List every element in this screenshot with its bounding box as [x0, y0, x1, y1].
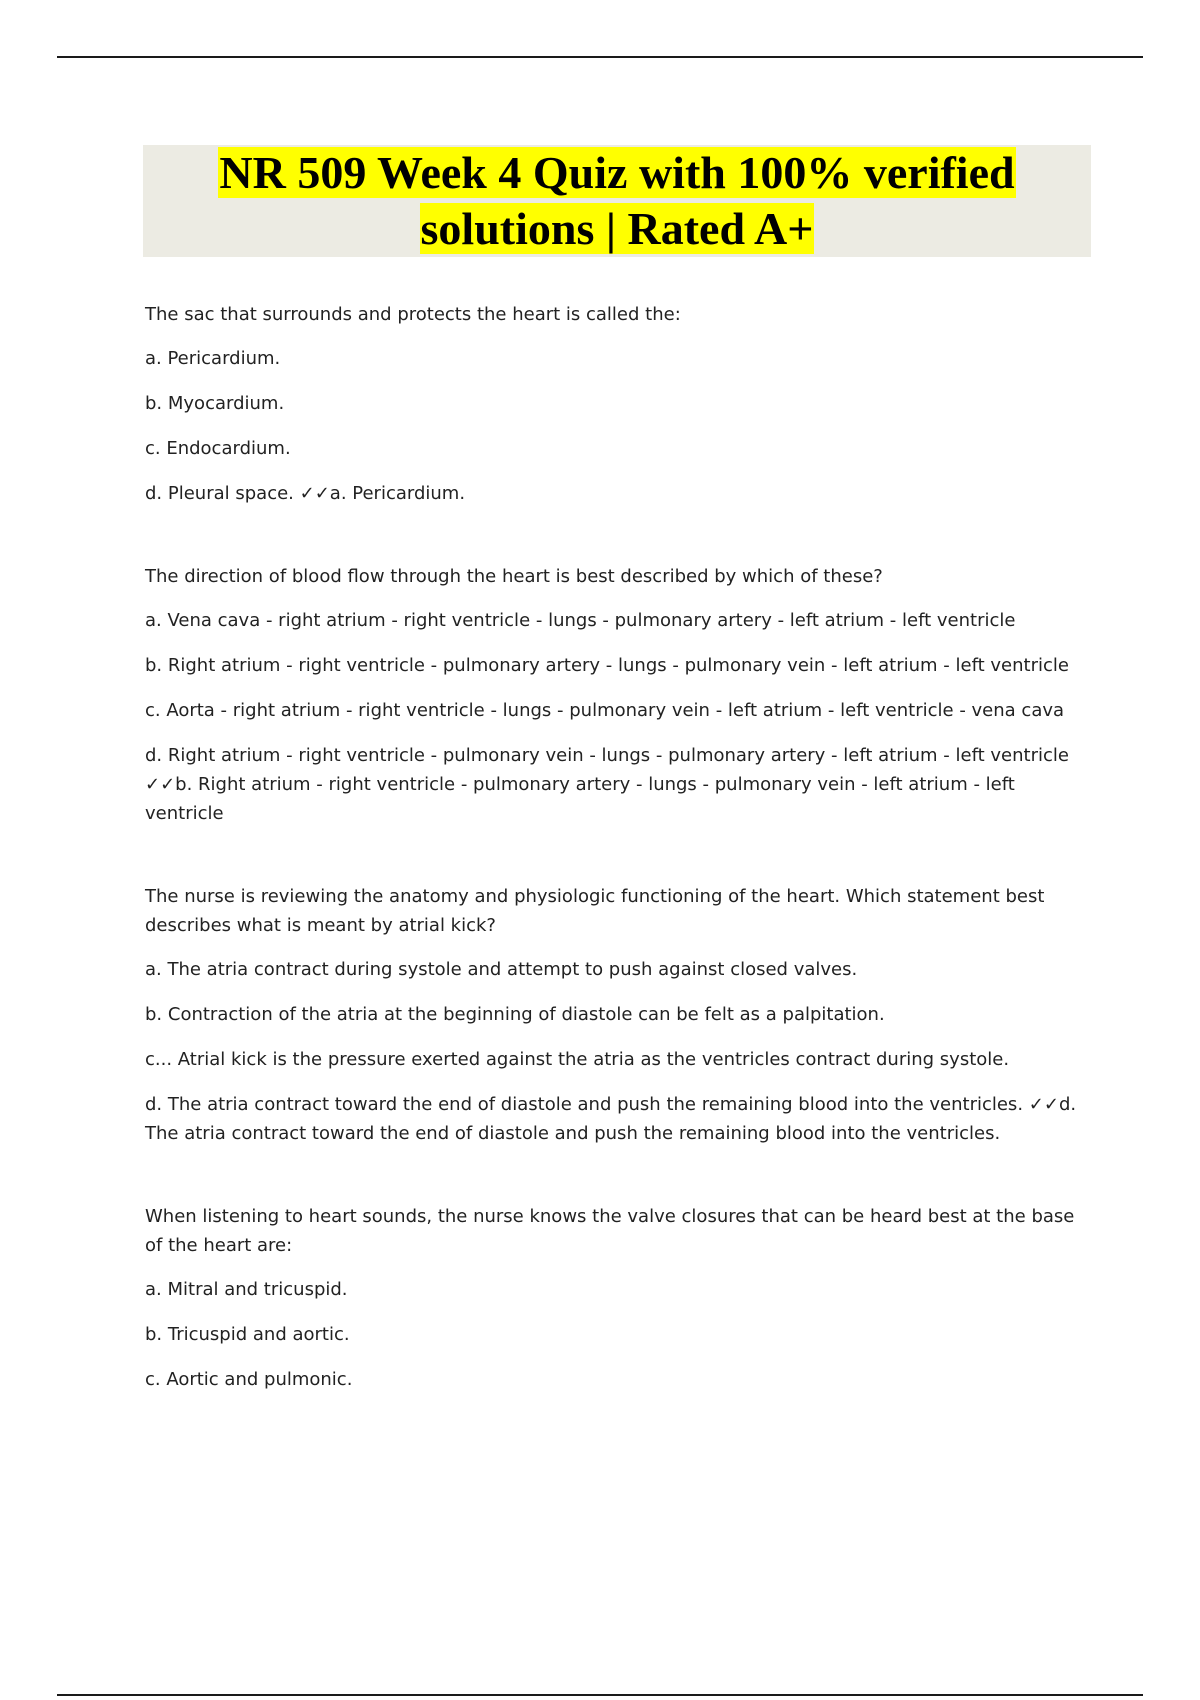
question-stem: The nurse is reviewing the anatomy and physiologic functioning of the heart. Which statement best describes what is meant by atrial kick?: [145, 886, 1045, 936]
option-d: d. Pleural space.: [145, 483, 294, 504]
option-c: c... Atrial kick is the pressure exerted against the atria as the ventricles contract during systole.: [145, 1049, 1010, 1070]
question-stem: The direction of blood flow through the heart is best described by which of these?: [145, 566, 883, 587]
option-b: b. Right atrium - right ventricle - pulmonary artery - lungs - pulmonary vein - left atrium - left ventricle: [145, 655, 1069, 676]
option-c: c. Aorta - right atrium - right ventricle - lungs - pulmonary vein - left atrium - left ventricle - vena cava: [145, 700, 1065, 721]
quiz-content: [145, 300, 1085, 1448]
option-c: c. Aortic and pulmonic.: [145, 1369, 353, 1390]
option-d: d. Right atrium - right ventricle - pulmonary vein - lungs - pulmonary artery - left atrium - left ventricle: [145, 745, 1069, 766]
question-stem: When listening to heart sounds, the nurse knows the valve closures that can be heard best at the base of the heart are:: [145, 1206, 1075, 1256]
question-3: [145, 882, 1085, 1148]
answer-key: ✓✓b. Right atrium - right ventricle - pulmonary artery - lungs - pulmonary vein - left atrium - left ventricle: [145, 774, 1015, 824]
question-1: [145, 300, 1085, 508]
answer-key: ✓✓a. Pericardium.: [299, 483, 466, 504]
option-d-with-answer: [145, 479, 1085, 508]
option-a: a. Mitral and tricuspid.: [145, 1279, 348, 1300]
option-b: b. Tricuspid and aortic.: [145, 1324, 350, 1345]
header-rule: [57, 56, 1143, 58]
option-b: b. Myocardium.: [145, 393, 285, 414]
title-line-2: solutions | Rated A+: [420, 203, 814, 254]
answer-key: ✓✓d. The atria contract toward the end of diastole and push the remaining blood into the ventricles.: [145, 1094, 1077, 1144]
option-b: b. Contraction of the atria at the beginning of diastole can be felt as a palpitation.: [145, 1004, 885, 1025]
option-d-with-answer: [145, 1090, 1085, 1148]
option-d: d. The atria contract toward the end of diastole and push the remaining blood into the ventricles.: [145, 1094, 1024, 1115]
option-c: c. Endocardium.: [145, 438, 291, 459]
question-4: [145, 1202, 1085, 1394]
footer-rule: [57, 1694, 1143, 1696]
question-2: [145, 562, 1085, 828]
document-title-box: [143, 145, 1091, 257]
title-line-1: NR 509 Week 4 Quiz with 100% verified: [219, 147, 1015, 198]
option-a: a. The atria contract during systole and attempt to push against closed valves.: [145, 959, 858, 980]
document-title: [143, 145, 1091, 257]
option-a: a. Pericardium.: [145, 348, 281, 369]
question-stem: The sac that surrounds and protects the heart is called the:: [145, 304, 681, 325]
option-d-with-answer: [145, 741, 1085, 828]
option-a: a. Vena cava - right atrium - right ventricle - lungs - pulmonary artery - left atrium - left ventricle: [145, 610, 1016, 631]
